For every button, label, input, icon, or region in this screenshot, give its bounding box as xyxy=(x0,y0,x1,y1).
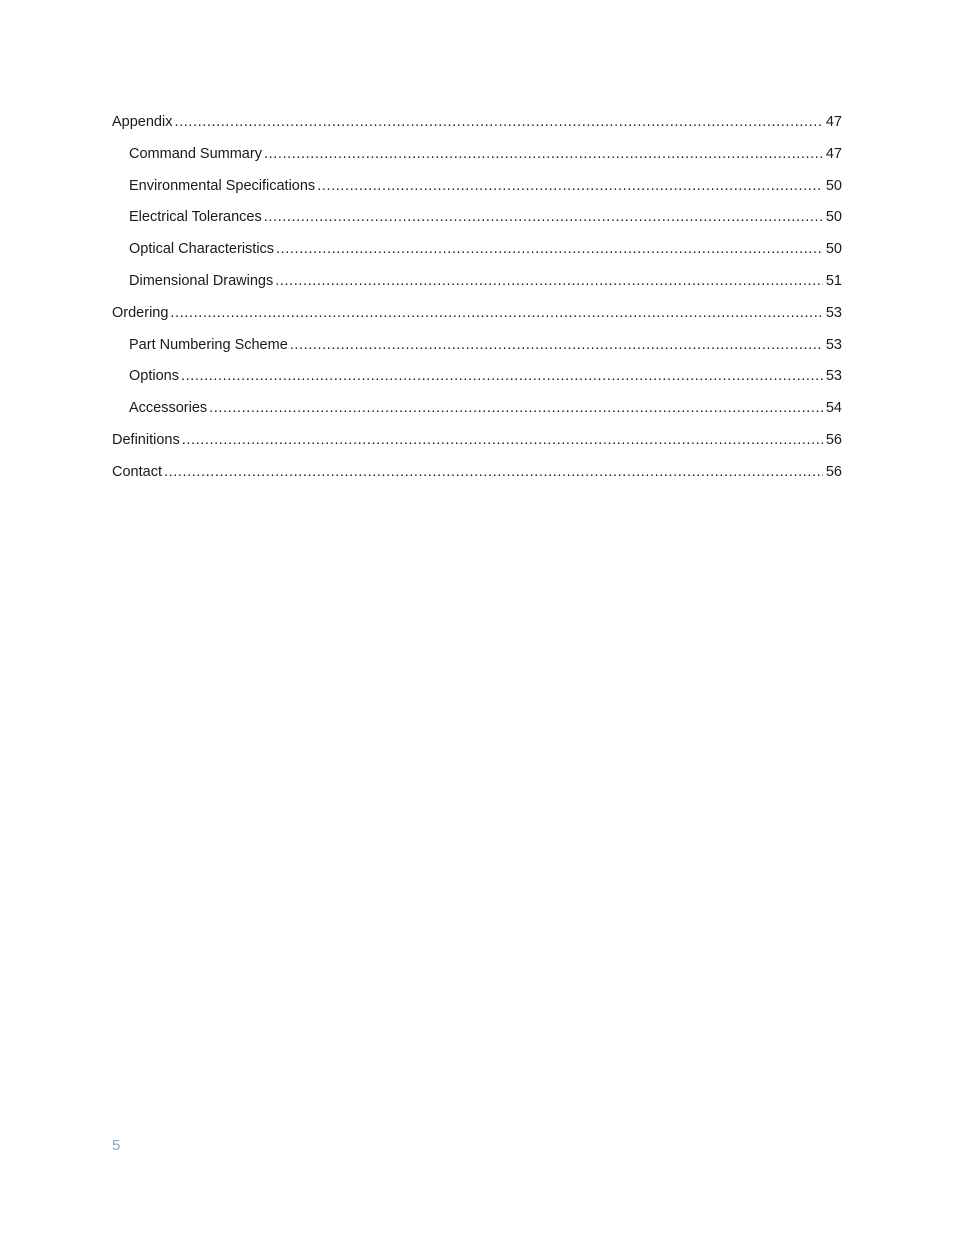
toc-dot-leader xyxy=(164,461,823,483)
toc-dot-leader xyxy=(170,302,823,324)
toc-dot-leader xyxy=(182,429,823,451)
toc-entry-label: Part Numbering Scheme xyxy=(129,336,288,353)
toc-dot-leader xyxy=(264,143,823,165)
toc-entry-label: Dimensional Drawings xyxy=(129,272,274,289)
toc-entry-label: Accessories xyxy=(129,400,208,417)
toc-entry-contact[interactable] xyxy=(112,461,842,493)
toc-entry-page: 47 xyxy=(825,114,842,130)
toc-entry-page: 53 xyxy=(825,304,842,321)
toc-entry-label: Appendix xyxy=(112,114,173,130)
toc-entry-label: Environmental Specifications xyxy=(129,177,316,194)
toc-entry-ordering[interactable] xyxy=(112,302,842,334)
toc-entry-page: 53 xyxy=(825,368,842,385)
toc-entry-page: 50 xyxy=(825,177,842,194)
toc-dot-leader xyxy=(276,238,823,260)
toc-entry-page: 54 xyxy=(825,400,842,417)
toc-entry-label: Definitions xyxy=(112,431,180,448)
toc-entry-dimensional-drawings[interactable] xyxy=(112,270,842,302)
toc-entry-command-summary[interactable] xyxy=(112,143,842,175)
toc-dot-leader xyxy=(264,206,823,228)
toc-entry-page: 56 xyxy=(825,463,842,480)
toc-entry-definitions[interactable] xyxy=(112,429,842,461)
toc-entry-electrical-tolerances[interactable] xyxy=(112,206,842,238)
toc-dot-leader xyxy=(174,111,823,133)
toc-entry-label: Ordering xyxy=(112,304,169,321)
toc-dot-leader xyxy=(209,397,823,419)
toc-dot-leader xyxy=(290,334,823,356)
toc-entry-label: Electrical Tolerances xyxy=(129,209,262,226)
toc-entry-options[interactable] xyxy=(112,365,842,397)
toc-entry-label: Contact xyxy=(112,463,162,480)
toc-entry-label: Optical Characteristics xyxy=(129,241,275,258)
toc-entry-page: 53 xyxy=(825,336,842,353)
footer-page-number: 5 xyxy=(112,1137,121,1154)
toc-dot-leader xyxy=(181,365,823,387)
toc-entry-accessories[interactable] xyxy=(112,397,842,429)
toc-entry-label: Options xyxy=(129,368,179,385)
toc-dot-leader xyxy=(275,270,823,292)
table-of-contents xyxy=(112,111,842,493)
toc-entry-appendix[interactable] xyxy=(112,111,842,143)
toc-entry-environmental-specifications[interactable] xyxy=(112,175,842,207)
toc-entry-page: 50 xyxy=(825,241,842,258)
toc-entry-page: 47 xyxy=(825,145,842,162)
toc-entry-page: 50 xyxy=(825,209,842,226)
toc-entry-page: 51 xyxy=(825,272,842,289)
toc-dot-leader xyxy=(317,175,823,197)
toc-entry-optical-characteristics[interactable] xyxy=(112,238,842,270)
toc-entry-label: Command Summary xyxy=(129,145,262,162)
toc-entry-part-numbering-scheme[interactable] xyxy=(112,334,842,366)
toc-entry-page: 56 xyxy=(825,431,842,448)
